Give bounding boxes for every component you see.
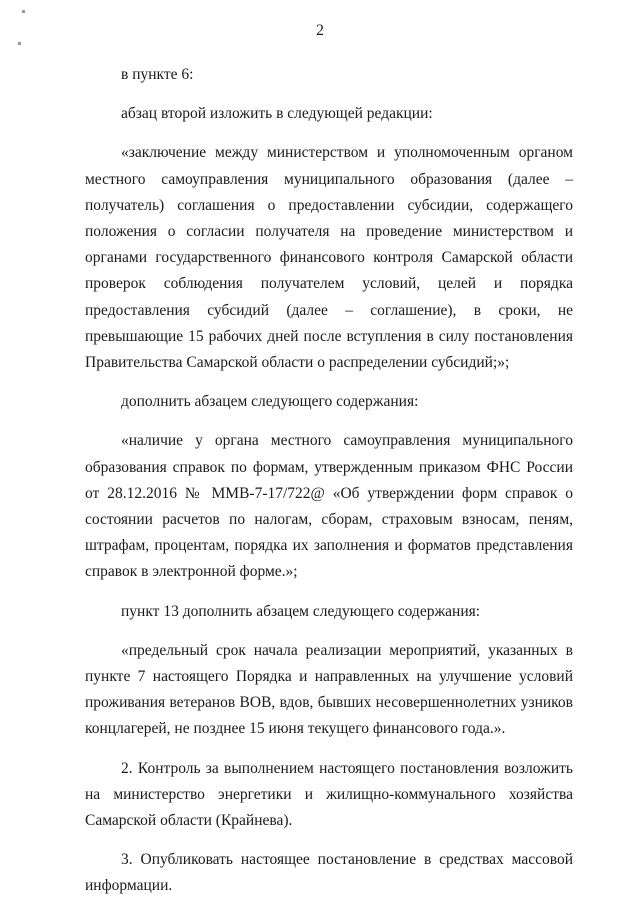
paragraph-add-abzac: дополнить абзацем следующего содержания: — [121, 393, 419, 411]
paragraph-fns-certificates-quote: «наличие у органа местного самоуправления муниципального образования справок по формам, утвержденным приказом ФНС России от 28.12.2016 № ММВ-7-17/722@ «Об утверждении форм справок о состоянии расчетов по налогам, сборам, страховым взносам, пеням, штрафам, процентам, порядка их заполнения и форматов представления справок в электронной форме.»; — [85, 432, 573, 581]
paragraph-agreement-quote: «заключение между министерством и уполномоченным органом местного самоуправления муниципального образования (далее – получатель) соглашения о предоставлении субсидии, содержащего положения о согласии получателя на проведение министерством и органами государственного финансового контроля Самарской области проверок соблюдения получателем условий, целей и порядка предоставления субсидий (далее – соглашение), в сроки, не превышающие 15 рабочих дней после вступления в силу постановления Правительства Самарской области о распределении субсидий;»; — [85, 144, 573, 372]
paragraph-point-13: пункт 13 дополнить абзацем следующего содержания: — [121, 602, 481, 620]
scan-speck — [18, 42, 21, 45]
scan-speck — [22, 10, 25, 13]
paragraph-point-6: в пункте 6: — [121, 66, 194, 83]
document-body — [85, 62, 573, 900]
paragraph-publish: 3. Опубликовать настоящее постановление в средствах массовой информации. — [85, 851, 573, 895]
paragraph-abzac-second: абзац второй изложить в следующей редакции: — [121, 105, 433, 123]
paragraph-deadline-quote: «предельный срок начала реализации мероприятий, указанных в пункте 7 настоящего Порядка и направленных на улучшение условий проживания ветеранов ВОВ, вдов, бывших несовершеннолетних узников концлагерей, не позднее 15 июня текущего финансового года.». — [85, 641, 573, 738]
paragraph-control: 2. Контроль за выполнением настоящего постановления возложить на министерство энергетики и жилищно-коммунального хозяйства Самарской области (Крайнева). — [85, 759, 573, 830]
page-number: 2 — [316, 22, 324, 39]
